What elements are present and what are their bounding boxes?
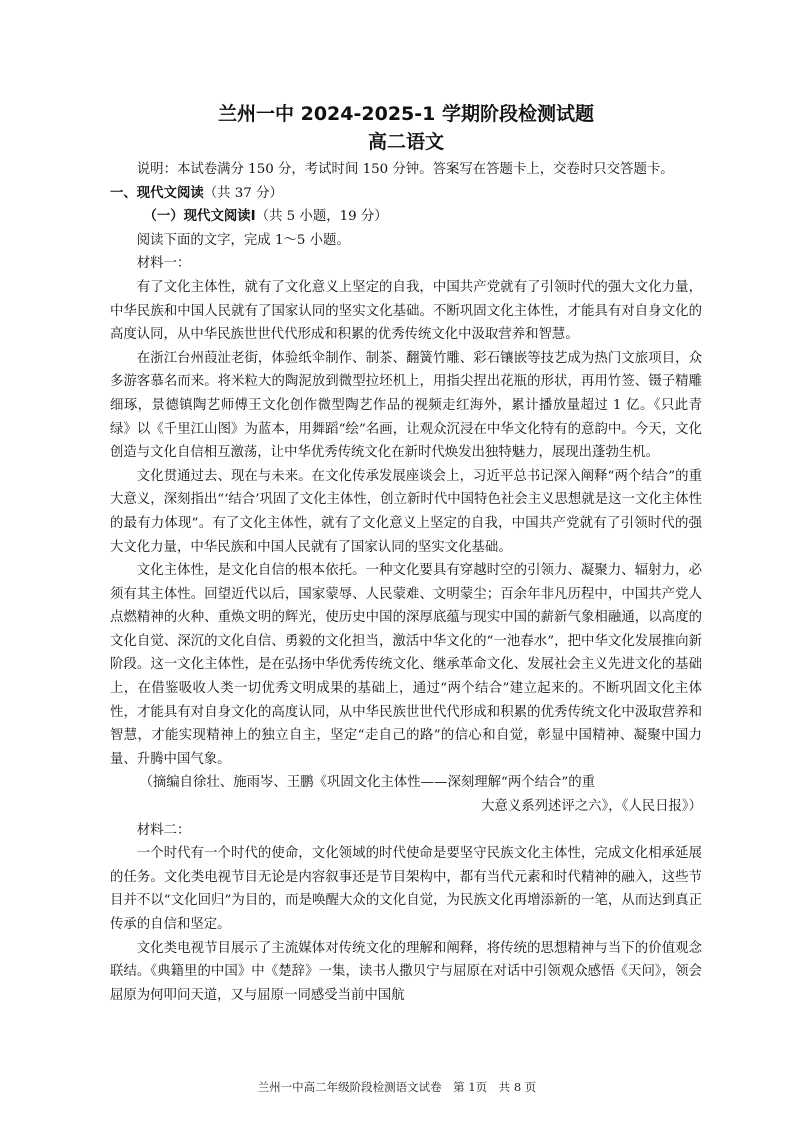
subsection-title: （一）现代文阅读Ⅰ xyxy=(143,209,256,225)
section-heading xyxy=(110,182,702,206)
section-title: 一、现代文阅读 xyxy=(110,185,204,201)
paragraph: 文化贯通过去、现在与未来。在文化传承发展座谈会上，习近平总书记深入阐释“两个结合”的重大意义，深刻指出“‘结合’巩固了文化主体性，创立新时代中国特色社会主义思想就是这一文化主体性的最有力体现”。有了文化主体性，就有了文化意义上坚定的自我，中国共产党就有了引领时代的强大文化力量，中华民族和中国人民就有了国家认同的坚实文化基础。 xyxy=(110,468,702,555)
exam-subtitle: 高二语文 xyxy=(367,131,444,153)
exam-title: 兰州一中 2024-2025-1 学期阶段检测试题 xyxy=(218,103,594,125)
material-label: 材料二： xyxy=(136,822,191,838)
page-footer: 兰州一中高二年级阶段检测语文试卷 第 1页 共 8 页 xyxy=(257,1080,537,1094)
section-score: （共 37 分） xyxy=(203,185,283,201)
paragraph: 有了文化主体性，就有了文化意义上坚定的自我，中国共产党就有了引领时代的强大文化力量，中华民族和中国人民就有了国家认同的坚实文化基础。不断巩固文化主体性，才能具有对自身文化的高度认同，从中华民族世世代代形成和积累的优秀传统文化中汲取营养和智慧。 xyxy=(110,279,702,343)
reading-prompt: 阅读下面的文字，完成 1～5 小题。 xyxy=(136,232,350,248)
paragraph: 文化主体性，是文化自信的根本依托。一种文化要具有穿越时空的引领力、凝聚力、辐射力，必须有其主体性。回望近代以后，国家蒙辱、人民蒙难、文明蒙尘；百余年非凡历程中，中国共产党人点燃精神的火种、重焕文明的辉光，使历史中国的深厚底蕴与现实中国的薪新气象相融通，以高度的文化自觉、深沉的文化自信、勇毅的文化担当，激活中华文化的“一池春水”，把中华文化发展推向新阶段。这一文化主体性，是在弘扬中华优秀传统文化、继承革命文化、发展社会主义先进文化的基础上，在借鉴吸收人类一切优秀文明成果的基础上，通过“两个结合”建立起来的。不断巩固文化主体性，才能具有对自身文化的高度认同，从中华民族世世代代形成和积累的优秀传统文化中汲取营养和智慧，才能实现精神上的独立自主，坚定“走自己的路”的信心和自觉，彰显中国精神、凝聚中国力量、升腾中国气象。 xyxy=(110,563,702,767)
subsection-heading xyxy=(110,205,702,229)
subsection-score: （共 5 小题，19 分） xyxy=(255,209,388,225)
instructions: 说明：本试卷满分 150 分，考试时间 150 分钟。答案写在答题卡上，交卷时只交答题卡。 xyxy=(136,162,674,177)
source-citation-cont: 大意义系列述评之六》，《人民日报》） xyxy=(481,799,702,815)
material-label: 材料一： xyxy=(136,256,191,272)
paragraph: 文化类电视节目展示了主流媒体对传统文化的理解和阐释，将传统的思想精神与当下的价值观念联结。《典籍里的中国》中《楚辞》一集，读书人撒贝宁与屈原在对话中引领观众感悟《天问》，领会屈原为何叩问天道，又与屈原一同感受当前中国航 xyxy=(110,940,702,1003)
exam-page xyxy=(110,100,702,1007)
paragraph: 在浙江台州葭沚老街，体验纸伞制作、制茶、翻簧竹雕、彩石镶嵌等技艺成为热门文旅项目，众多游客慕名而来。将米粒大的陶泥放到微型拉坯机上，用指尖捏出花瓶的形状，再用竹签、镊子精雕细琢，景德镇陶艺师傅王文化创作微型陶艺作品的视频走红海外，累计播放量超过 1 亿。《只此青绿》以《千里江山图》为蓝本，用舞蹈“绘”名画，让观众沉浸在中华文化特有的意韵中。今天，文化创造与文化自信相互激荡，让中华优秀传统文化在新时代焕发出独特魅力，展现出蓬勃生机。 xyxy=(110,350,702,461)
paragraph: 一个时代有一个时代的使命，文化领域的时代使命是要坚守民族文化主体性，完成文化相承延展的任务。文化类电视节目无论是内容叙事还是节目架构中，都有当代元素和时代精神的融入，这些节目并不以“文化回归”为目的，而是唤醒大众的文化自觉，为民族文化再增添新的一笔，从而达到真正传承的自信和坚定。 xyxy=(110,846,702,932)
source-citation: （摘编自徐壮、施雨岑、王鹏《巩固文化主体性——深刻理解“两个结合”的重 xyxy=(139,775,596,791)
